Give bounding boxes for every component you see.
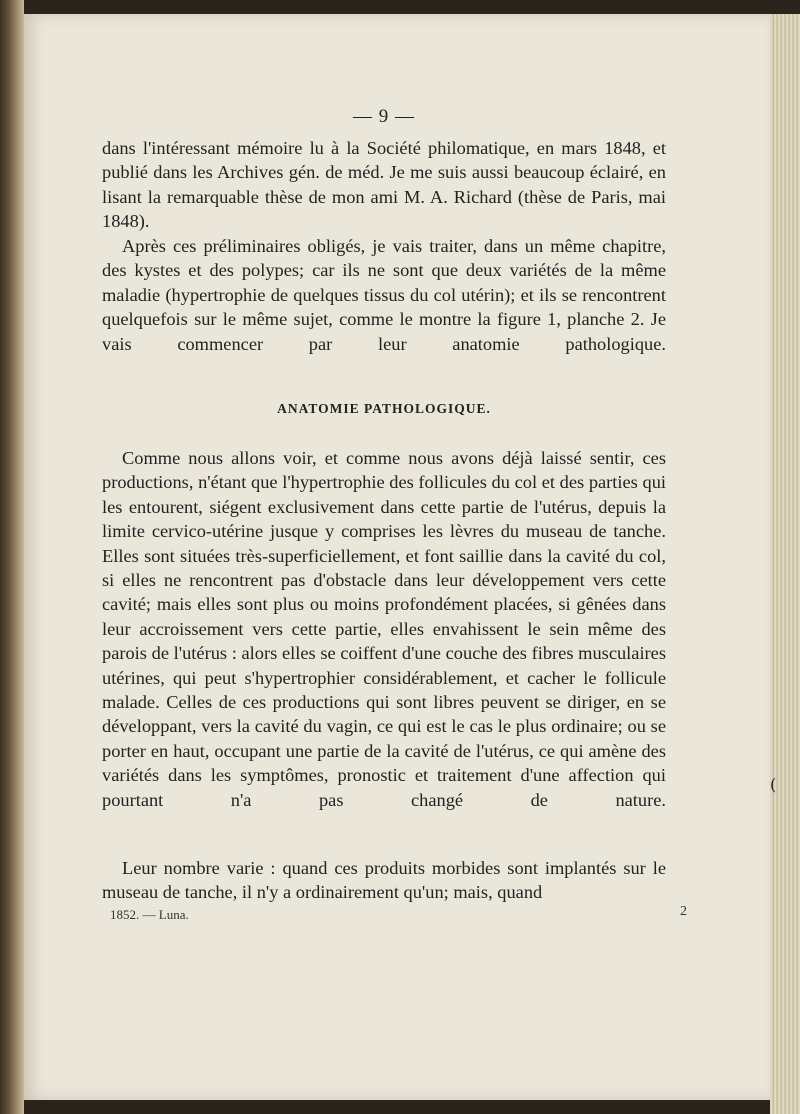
margin-mark: (	[770, 775, 777, 794]
paragraph-2-text: Après ces préliminaires obligés, je vais traiter, dans un même chapitre, des kystes et des polypes; car ils ne sont que deux variétés de la même maladie (hypertrophie de quelques tissus du col utérin); et ils se rencontrent quelquefois sur le même sujet, comme le montre la figure 1, planche 2. Je vais commencer par leur anatomie pathologique.	[102, 236, 666, 354]
book-page	[24, 14, 770, 1100]
paragraph-3	[102, 446, 666, 812]
paragraph-2	[102, 234, 666, 356]
paragraph-4-text: Leur nombre varie : quand ces produits morbides sont implantés sur le museau de tanche, il n'y a ordinairement qu'un; mais, quand	[102, 858, 666, 903]
page-number: — 9 —	[353, 106, 415, 127]
paragraph-4	[102, 856, 666, 905]
section-heading: ANATOMIE PATHOLOGIQUE.	[277, 401, 491, 416]
paragraph-1	[102, 136, 666, 234]
signature-mark: 2	[680, 904, 687, 919]
paragraph-1-text: dans l'intéressant mémoire lu à la Société philomatique, en mars 1848, et publié dans les Archives gén. de méd. Je me suis aussi beaucoup éclairé, en lisant la remarquable thèse de mon ami M. A. Richard (thèse de Paris, mai 1848).	[102, 138, 666, 232]
footer-signature-line: 1852. — Luna.	[110, 907, 189, 922]
page-stack-edge	[770, 0, 800, 1114]
book-gutter	[0, 0, 24, 1114]
paragraph-3-text: Comme nous allons voir, et comme nous avons déjà laissé sentir, ces productions, n'étant que l'hypertrophie des follicules du col et des parties qui les entourent, siégent exclusivement dans cette partie de l'utérus, depuis la limite cervico-utérine jusque y comprises les lèvres du museau de tanche. Elles sont situées très-superficiellement, et font saillie dans la cavité du col, si elles ne rencontrent pas d'obstacle dans leur développement vers cette cavité; mais elles sont plus ou moins profondément placées, si gênées dans leur accroissement vers cette partie, elles envahissent le sein même des parois de l'utérus : alors elles se coiffent d'une couche des fibres musculaires utérines, qui peut s'hypertrophier considérablement, et cacher le follicule malade. Celles de ces productions qui sont libres peuvent se diriger, en se développant, vers la cavité du vagin, ce qui est le cas le plus ordinaire; ou se porter en haut, occupant une partie de la cavité de l'utérus, ce qui amène des variétés dans les symptômes, pronostic et traitement d'une affection qui pourtant n'a pas changé de nature.	[102, 448, 666, 810]
